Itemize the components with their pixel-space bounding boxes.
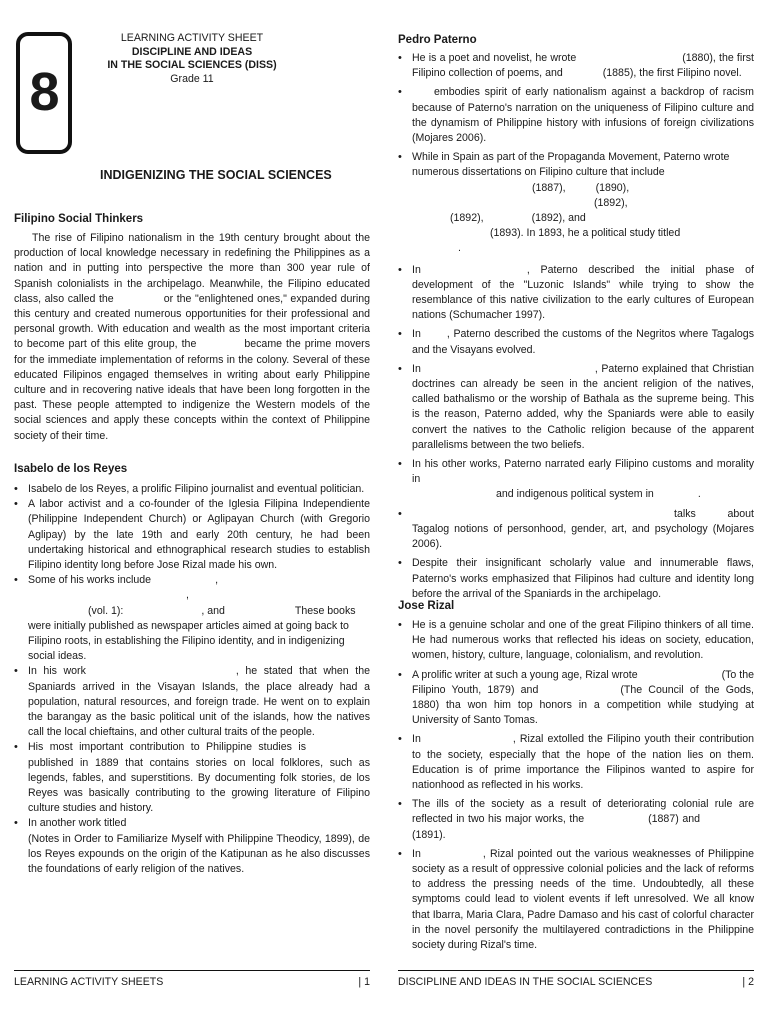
thinkers-text-1: The rise of Filipino nationalism in the 19th century brought about the production of local knowledge necessary in redefining the Philippines as a nation and in putting into perspective the more than 300 year rule of Spanish colonialists in the archipelago. Meanwhile, the Filipino educated class, also called the [14, 232, 370, 305]
list-item: • In , Paterno described the initial phase of development of the "Luzonic Islands" while trying to show the resemblance of this native civilization to the early cultures of European nations (Schumacher 1997). [398, 263, 754, 324]
list-item: • Isabelo de los Reyes, a prolific Filipino journalist and eventual politician. [14, 482, 370, 497]
list-item: • While in Spain as part of the Propaganda Movement, Paterno wrote numerous dissertations on Filipino culture that include(1887), (1890), (1892), (1892), (1892), and (1893). In 1893, he a political study titled . [398, 150, 754, 256]
module-number: 8 [29, 62, 59, 123]
page-number: | 1 [358, 976, 370, 988]
list-item: • In his other works, Paterno narrated early Filipino customs and morality in and indigenous political system in . [398, 457, 754, 503]
sheet-header [82, 32, 302, 86]
page-footer [14, 975, 370, 990]
module-number-badge [16, 32, 72, 154]
header-line-4: Grade 11 [170, 72, 214, 85]
section-heading-reyes: Isabelo de los Reyes [14, 463, 128, 475]
footer-rule [14, 970, 370, 971]
list-item: • He is a genuine scholar and one of the great Filipino thinkers of all time. He had numerous works that reflected his ideas on society, education, women, history, culture, language, colonialism, and revolution. [398, 618, 754, 664]
list-item: • Despite their insignificant scholarly value and innumerable flaws, Paterno's works emphasized that Filipinos had culture and identity long before the arrival of the Spaniards in the archipelago. [398, 556, 754, 602]
list-item: • He is a poet and novelist, he wrote (1880), the first Filipino collection of poems, and (1885), the first Filipino novel. [398, 51, 754, 81]
list-item: • Some of his works include ,, (vol. 1): , and These books were initially published as newspaper articles aimed at going back to Filipino roots, in establishing the Filipino identity, and in indigenizing social ideas. [14, 573, 370, 664]
page-footer [398, 975, 754, 990]
thinkers-paragraph [14, 231, 370, 444]
list-item: • In his work , he stated that when the Spaniards arrived in the Visayan Islands, the place already had a population, natural resources, and foreign trade. He went on to explain the barangay as the basic political unit of the islands, how the natives call the local chieftains, and other cultural traits of the people. [14, 664, 370, 740]
list-item: • A labor activist and a co-founder of the Iglesia Filipina Independiente (Philippine Independent Church) or Aglipayan Church (with Gregorio Aglipay) by the late 19th and early 20th century, he had been undertaking historical and ethnographical research studies to establish Filipino identity long before Jose Rizal made his own. [14, 497, 370, 573]
list-item: • In , Rizal pointed out the various weaknesses of Philippine society as a result of oppressive colonial policies and the lack of reforms to address the pressing needs of the time. Undoubtedly, all these symptoms could lead to violent events if left unresolved. We all know that Ibarra, Maria Clara, Padre Damaso and his cast of colorful character in the novel personify the multilayered contradictions in the Philippine society during Rizal's time. [398, 847, 754, 953]
footer-label: DISCIPLINE AND IDEAS IN THE SOCIAL SCIENCES [398, 976, 653, 988]
page-number: | 2 [742, 976, 754, 988]
paterno-list [398, 51, 754, 602]
list-item: • talks about Tagalog notions of personhood, gender, art, and psychology (Mojares 2006). [398, 507, 754, 553]
section-heading-rizal: Jose Rizal [398, 600, 455, 612]
list-item: • embodies spirit of early nationalism against a backdrop of racism because of Paterno's narration on the uniqueness of Filipino culture and the dynamism of Philippine history with infusions of foreign civilizations (Mojares 2006). [398, 85, 754, 146]
list-item: • The ills of the society as a result of deteriorating colonial rule are reflected in two his major works, the (1887) and(1891). [398, 797, 754, 843]
thinkers-text-2: or the "enlightened ones," expanded during this century and created numerous opportunities for their professional and personal growth. With education and wealth as the most important criteria to become part of this elite group, the [14, 292, 371, 351]
thinkers-text-3: became the prime movers for the immediate implementation of reforms in the colony. Several of these educated Filipinos engaged themselves in writing about early Philippine culture and in recovering native ideals that have been long forgotten in the past. These people attempted to indigenize the Western models of the social sciences and apply these concepts within the context of Philippine society of their time. [14, 338, 370, 442]
reyes-list [14, 482, 370, 877]
page-title: INDIGENIZING THE SOCIAL SCIENCES [100, 168, 332, 182]
footer-label: LEARNING ACTIVITY SHEETS [14, 976, 164, 988]
list-item: • A prolific writer at such a young age, Rizal wrote (To the Filipino Youth, 1879) and (The Council of the Gods, 1880) tha won him top honors in a competition while studying at University of Santo Tomas. [398, 668, 754, 729]
header-line-2: DISCIPLINE AND IDEAS [131, 45, 253, 58]
list-item: • In , Rizal extolled the Filipino youth their contribution to the society, especially that the hope of the nation lies on them. Education is of prime importance the Filipinos wanted to aspire for nationhood as reflected in his works. [398, 732, 754, 793]
list-item: • In , Paterno explained that Christian doctrines can already be seen in the ancient religion of the natives, called bathalismo or the worship of Bathala as the supreme being. This is the reason, Paterno added, why the Spaniards were able to easily convert the natives to the Catholic religion because of the apparent parallelisms between the two beliefs. [398, 362, 754, 453]
list-item: • In another work titled (Notes in Order to Familiarize Myself with Philippine Theodicy, 1899), de los Reyes expounds on the origin of the Katipunan as he also discusses the foundations of early religion of the natives. [14, 816, 370, 877]
section-heading-paterno: Pedro Paterno [398, 34, 477, 46]
rizal-list [398, 618, 754, 953]
list-item: • In , Paterno described the customs of the Negritos where Tagalogs and the Visayans evolved. [398, 327, 754, 357]
list-item: • His most important contribution to Philippine studies ispublished in 1889 that contains stories on local folklores, such as legends, fables, and superstitions. By documenting folk stories, de los Reyes was basically contributing to the growing literature of Filipino culture studies and history. [14, 740, 370, 816]
section-heading-thinkers: Filipino Social Thinkers [14, 213, 144, 225]
header-line-3: IN THE SOCIAL SCIENCES (DISS) [107, 59, 277, 71]
footer-rule [398, 970, 754, 971]
header-line-1: LEARNING ACTIVITY SHEET [120, 32, 264, 44]
